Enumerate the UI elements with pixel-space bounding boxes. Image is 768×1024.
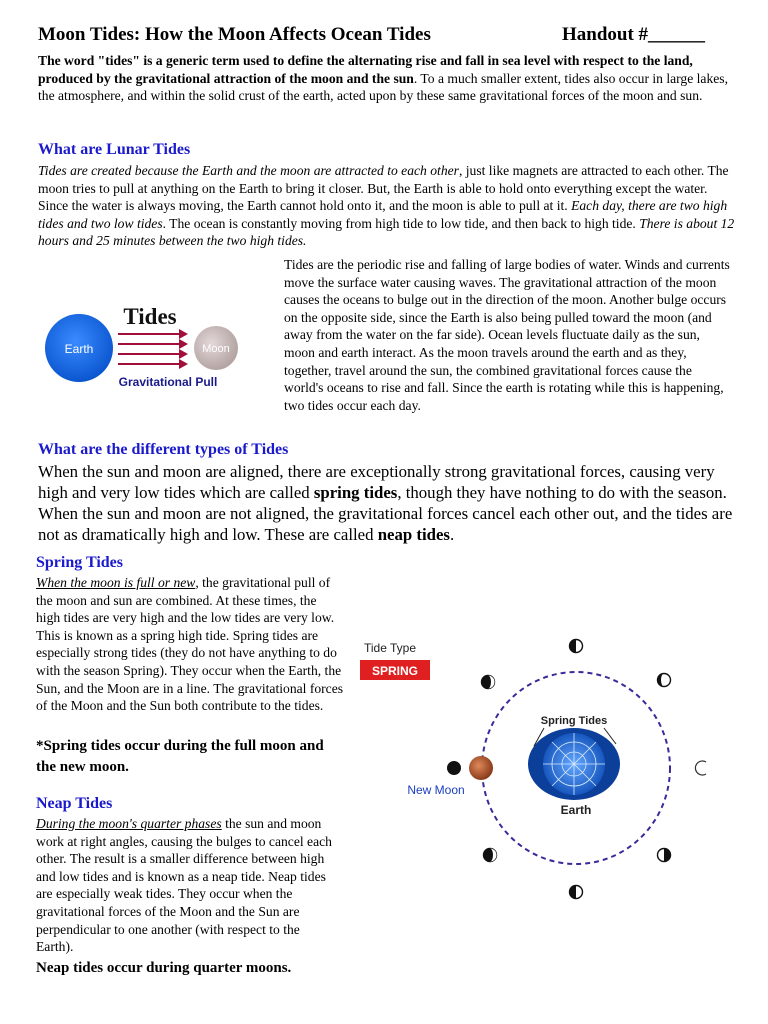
spring-paragraph [36,574,344,715]
moon-phase-upper-right-icon [658,674,671,687]
lunar-italic-3: There is about 12 hours and 25 minutes between the two high tides. [38,215,735,249]
spring-bold-note: *Spring tides occur during the full moon and the new moon. [36,738,324,775]
neap-text: the sun and moon work at right angles, causing the bulges to cancel each other. The result is a smaller difference between high and low tides and is known as a neap tide. Neap tides are especially weak tides. They occur when the gravitational forces of the Moon and the Sun are perpendicular to one another (with respect to the Earth). [36,816,332,955]
tide-type-label: Tide Type [364,641,417,655]
tides-fig-earth-label: Earth [64,342,94,356]
spring-tides-label: Spring Tides [540,715,608,727]
new-moon-shape [469,756,493,780]
earth-grid [543,733,605,795]
tides-fig-moon-label: Moon [202,343,230,355]
types-heading: What are the different types of Tides [38,441,289,458]
dark-moon-dot [447,761,461,775]
types-text-2: , though they have nothing to do with the season. When the sun and moon are not aligned, the gravitational forces cancel each other out, and the tides are not as dramatically high and low. These are called [38,483,733,544]
moon-phase-bottom-icon [570,886,583,899]
tides-figure [36,296,250,396]
types-paragraph [38,461,740,545]
types-bold-spring: spring tides [313,483,398,502]
handout-number: Handout #______ [562,24,706,45]
intro-bold: The word "tides" is a generic term used to define the alternating rise and fall in sea level with respect to the land, produced by the gravitational attraction of the moon and the sun [38,53,693,86]
intro-paragraph [38,52,732,105]
new-moon-label: New Moon [407,783,465,797]
types-text-3: . [449,525,455,544]
moon-phase-top-icon [570,640,583,653]
types-bold-neap: neap tides [377,525,450,544]
lunar-text-1: , just like magnets are attracted to each other. The moon tries to pull at anything on the Earth to bring it closer. But, the Earth is able to hold onto everything except the water. Since the water is always moving, the Earth cannot hold onto it, and the moon is able to pull at it. [38,163,729,214]
orbit-earth-label: Earth [560,803,592,817]
neap-paragraph [36,815,336,956]
lunar-heading: What are Lunar Tides [38,141,191,158]
orbit-diagram [354,630,724,910]
page-title: Moon Tides: How the Moon Affects Ocean Tides [38,24,431,45]
lunar-italic-1: Tides are created because the Earth and the moon are attracted to each other [38,163,459,178]
lunar-paragraph [38,162,738,250]
moon-phase-lower-right-icon [658,849,671,862]
moon-phase-lower-left-icon [484,849,497,862]
tides-fig-title: Tides [123,304,177,329]
full-moon-icon [695,761,706,775]
neap-bold-note: Neap tides occur during quarter moons. [36,960,292,976]
tides-fig-caption: Gravitational Pull [118,375,218,389]
spring-underline: When the moon is full or new [36,575,196,590]
tide-type-badge-text: SPRING [371,664,419,678]
spring-heading: Spring Tides [36,554,124,571]
periodic-paragraph: Tides are the periodic rise and falling of large bodies of water. Winds and currents move the surface water causing waves. The gravitational attraction of the moon causes the oceans to bulge out in the direction of the moon. Another bulge occurs on the opposite side, since the Earth is also being pulled toward the moon (and away from the water on the far side). Ocean levels fluctuate daily as the sun, moon and earth interact. As the moon travels around the earth and as they, together, travel around the sun, the combined gravitational forces cause the world's oceans to rise and fall. Since the earth is rotating while this is happening, two tides occur each day. [284,257,730,413]
lunar-italic-2: Each day, there are two high tides and two low tides [38,198,728,231]
pull-arrows [118,329,188,369]
types-text-1: When the sun and moon are aligned, there are exceptionally strong gravitational forces, causing very high and very low tides which are called [38,462,715,502]
lunar-text-2: . The ocean is constantly moving from high tide to low tide, and then back to high tide. [162,215,640,231]
neap-underline: During the moon's quarter phases [36,816,222,831]
intro-rest: . To a much smaller extent, tides also occur in large lakes, the atmosphere, and within the solid crust of the earth, acted upon by these same gravitational forces of the moon and sun. [38,70,728,104]
spring-text: , the gravitational pull of the moon and sun are combined. At these times, the high tides are very high and the low tides are very low. This is known as a spring high tide. Spring tides are especially strong tides (they do not have anything to do with the season Spring). They occur when the Earth, the Sun, and the Moon are in a line. The gravitational forces of the Moon and the Sun both contribute to the tides. [36,575,344,714]
neap-heading: Neap Tides [36,795,113,812]
moon-phase-upper-left-icon [482,676,495,689]
